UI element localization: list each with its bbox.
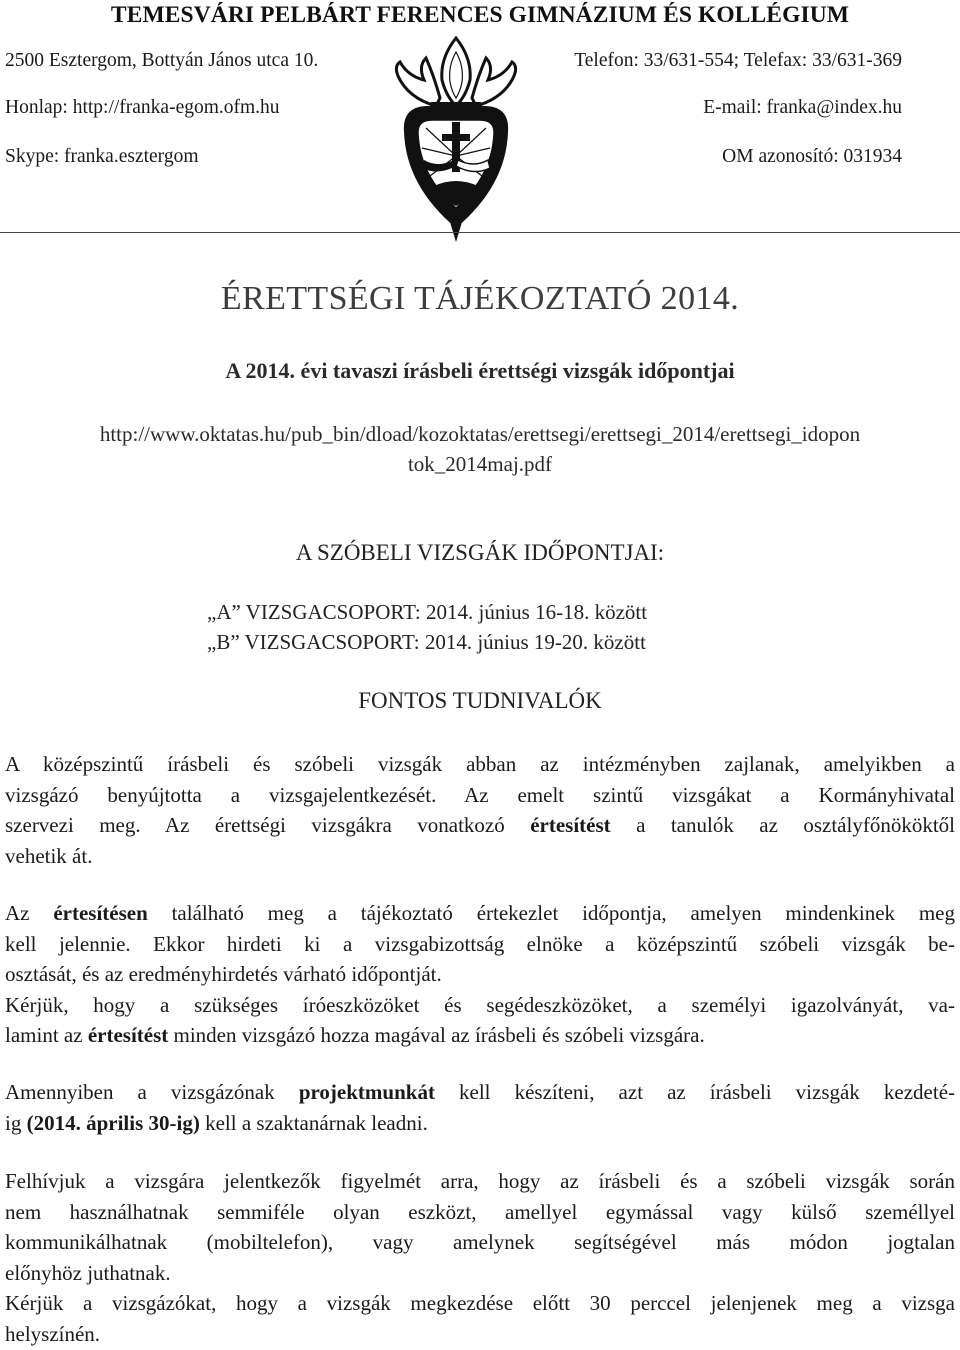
text-run: található meg a tájékoztató értekezlet időpontja, amelyen mindenkinek meg — [171, 901, 956, 925]
exam-group-b: „B” VIZSGACSOPORT: 2014. június 19-20. között — [207, 630, 646, 654]
text-run: ig — [5, 1110, 22, 1135]
text-line: Kérjük, hogy a szükséges íróeszközöket és segédeszközöket, a személyi igazolványát, va- — [5, 992, 955, 1017]
school-address: 2500 Esztergom, Bottyán János utca 10. — [5, 50, 319, 71]
franciscan-emblem-icon — [388, 36, 524, 242]
text-line — [5, 898, 955, 929]
text-line: Felhívjuk a vizsgára jelentkezők figyelmét arra, hogy az írásbeli és a szóbeli vizsgák során — [5, 1169, 955, 1193]
school-name: TEMESVÁRI PELBÁRT FERENCES GIMNÁZIUM ÉS KOLLÉGIUM — [110, 2, 850, 28]
text-line — [5, 810, 955, 841]
school-phone-fax: Telefon: 33/631-554; Telefax: 33/631-369 — [574, 50, 902, 71]
paragraph-rules — [5, 1166, 955, 1349]
text-run: kell készíteni, azt az írásbeli vizsgák kezdeté- — [459, 1080, 956, 1104]
text-line — [5, 1077, 955, 1108]
oral-exams-heading: A SZÓBELI VIZSGÁK IDŐPONTJAI: — [295, 540, 665, 565]
text-line: kommunikálhatnak (mobiltelefon), vagy amelynek segítségével más módon jogtalan — [5, 1230, 955, 1254]
text-run: Amennyiben a vizsgázónak — [5, 1080, 275, 1104]
school-om-id: OM azonosító: 031934 — [722, 146, 902, 167]
exam-schedule-link[interactable]: http://www.oktatas.hu/pub_bin/dload/kozoktatas/erettsegi/erettsegi_2014/erettsegi_idopon — [99, 422, 861, 446]
text-line: Kérjük a vizsgázókat, hogy a vizsgák megkezdése előtt 30 perccel jelenjenek meg a vizsga — [5, 1291, 955, 1315]
text-line: vizsgázó benyújtotta a vizsgajelentkezését. Az emelt szintű vizsgákat a Kormányhivatal — [5, 782, 955, 807]
important-info-heading: FONTOS TUDNIVALÓK — [358, 688, 602, 713]
paragraph-project-work — [5, 1077, 955, 1138]
text-line: osztását, és az eredményhirdetés várható időpontját. — [5, 962, 442, 986]
text-run: lamint az — [5, 1023, 83, 1047]
text-line: helyszínén. — [5, 1321, 101, 1346]
text-line: A középszintű írásbeli és szóbeli vizsgák abban az intézményben zajlanak, amelyikben a — [5, 752, 955, 776]
document-title: ÉRETTSÉGI TÁJÉKOZTATÓ 2014. — [220, 280, 740, 317]
text-line: nem használhatnak semmiféle olyan eszközt, amellyel egymással vagy külső személlyel — [5, 1199, 955, 1224]
text-run: kell a szaktanárnak leadni. — [205, 1110, 428, 1135]
paragraph-exam-location — [5, 749, 955, 871]
text-line: kell jelennie. Ekkor hirdeti ki a vizsgabizottság elnöke a középszintű szóbeli vizsgák be- — [5, 931, 955, 956]
school-website: Honlap: http://franka-egom.ofm.hu — [5, 97, 280, 118]
text-run: minden vizsgázó hozza magával az írásbeli és szóbeli vizsgára. — [173, 1023, 705, 1047]
bold-term: projektmunkát — [298, 1080, 435, 1104]
text-line: vehetik át. — [5, 843, 93, 868]
text-line: előnyhöz juthatnak. — [5, 1260, 171, 1285]
bold-date: (2014. április 30-ig) — [26, 1110, 200, 1135]
text-line — [5, 1020, 955, 1051]
bold-term: értesítést — [530, 813, 611, 837]
text-line — [5, 1108, 955, 1139]
bold-term: értesítésen — [53, 901, 148, 925]
text-run: Az — [5, 901, 30, 925]
school-email: E-mail: franka@index.hu — [703, 97, 902, 118]
exam-schedule-link-continued[interactable]: tok_2014maj.pdf — [407, 452, 553, 476]
exam-group-a: „A” VIZSGACSOPORT: 2014. június 16-18. között — [207, 600, 648, 624]
header-divider — [0, 232, 960, 233]
paragraph-notification — [5, 898, 955, 1051]
text-run: szervezi meg. Az érettségi vizsgákra vonatkozó — [5, 813, 505, 837]
text-run: a tanulók az osztályfőnököktől — [636, 813, 955, 837]
written-exams-subtitle: A 2014. évi tavaszi írásbeli érettségi vizsgák időpontjai — [225, 358, 735, 383]
bold-term: értesítést — [87, 1023, 169, 1047]
school-skype: Skype: franka.esztergom — [5, 146, 199, 167]
